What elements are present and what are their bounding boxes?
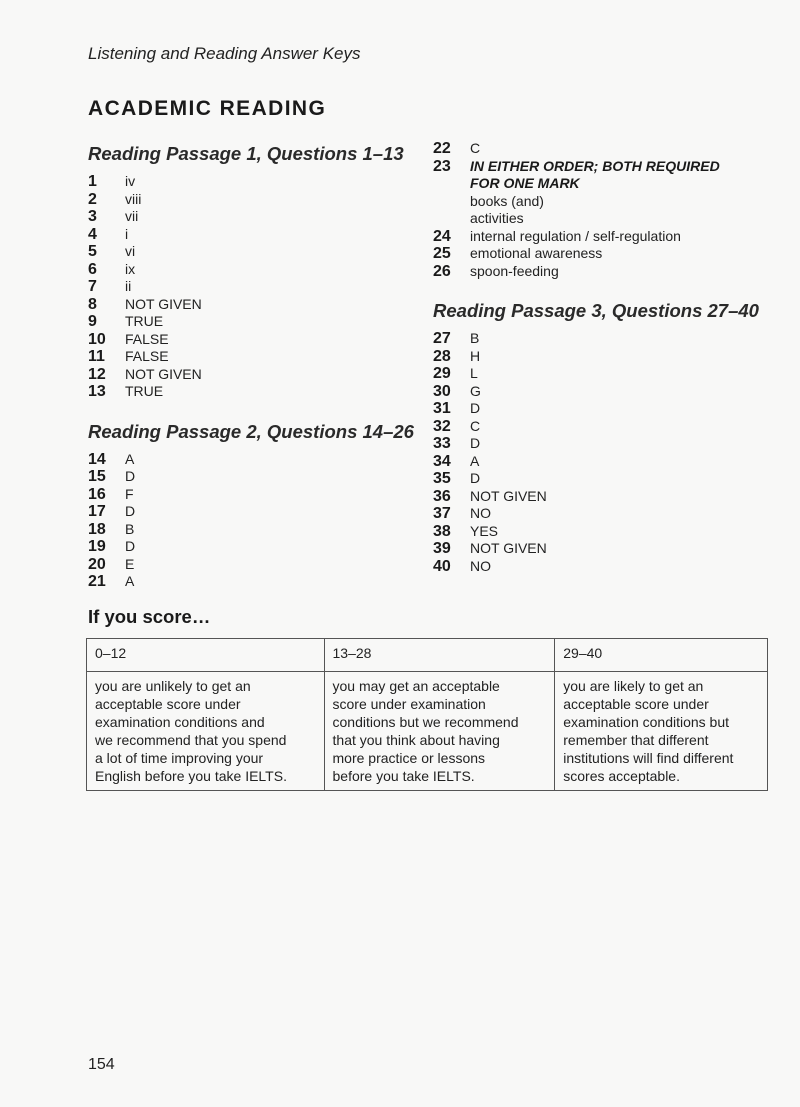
answer-row [433, 418, 778, 436]
answer-row [88, 573, 428, 591]
answer-number: 20 [88, 555, 106, 573]
answer-number: 10 [88, 330, 106, 348]
answer-text: NOT GIVEN [125, 365, 202, 382]
passage-3-answers [433, 330, 778, 575]
score-description [87, 672, 325, 791]
answer-number: 11 [88, 348, 105, 365]
answer-number: 19 [88, 538, 106, 555]
score-header-row [87, 639, 768, 672]
score-title: If you score… [88, 606, 211, 627]
answer-row [88, 278, 428, 296]
answer-number: 21 [88, 573, 106, 590]
description-line: we recommend that you spend [95, 732, 287, 748]
score-range: 0–12 [87, 639, 325, 672]
answer-text: i [125, 225, 129, 242]
answer-row [433, 470, 778, 488]
answer-text: NOT GIVEN [125, 295, 202, 312]
answer-text: FALSE [125, 330, 169, 347]
answer-number: 33 [433, 435, 451, 452]
answer-row [88, 173, 428, 191]
description-line: examination conditions but [563, 714, 730, 730]
answer-row [433, 435, 778, 453]
answer-text: vii [125, 208, 139, 224]
answer-number: 17 [88, 503, 106, 520]
answer-number: 13 [88, 383, 106, 400]
answer-text: D [470, 470, 481, 486]
answer-text: A [470, 452, 480, 469]
description-line: acceptable score under [563, 696, 709, 712]
header-title: Listening and Reading Answer Keys [88, 44, 361, 63]
answer-note-continued: FOR ONE MARK [470, 175, 580, 191]
score-table [86, 638, 768, 791]
answer-row [433, 540, 778, 558]
answer-row [88, 208, 428, 226]
answer-row [433, 523, 778, 541]
passage-3-title: Reading Passage 3, Questions 27–40 [433, 300, 759, 321]
answer-number: 30 [433, 382, 451, 400]
answer-number: 31 [433, 400, 451, 417]
answer-number: 1 [88, 173, 97, 190]
answer-number: 22 [433, 140, 451, 157]
description-line: acceptable score under [95, 696, 241, 712]
answer-row [88, 226, 428, 244]
answer-text: ii [125, 278, 132, 294]
answer-number: 15 [88, 468, 106, 485]
answer-text: NOT GIVEN [470, 540, 547, 556]
score-description-row [87, 672, 768, 791]
answer-text: D [125, 468, 136, 484]
answer-text: NO [470, 557, 491, 574]
answer-text: iv [125, 173, 136, 189]
answer-row [88, 243, 428, 261]
answer-number: 32 [433, 417, 451, 435]
left-column [88, 143, 428, 591]
answer-text: G [470, 382, 481, 399]
answer-text: E [125, 555, 135, 572]
answer-text: C [470, 140, 481, 156]
passage-2-block [88, 421, 428, 591]
description-line: before you take IELTS. [332, 768, 475, 784]
answer-number: 18 [88, 520, 106, 538]
description-line: English before you take IELTS. [95, 768, 287, 784]
answer-row [88, 261, 428, 279]
answer-text: L [470, 365, 478, 381]
right-column [433, 140, 778, 575]
score-range: 13–28 [324, 639, 555, 672]
answer-text: C [470, 417, 481, 434]
answer-row [433, 505, 778, 523]
answer-row [88, 348, 428, 366]
description-line: you are unlikely to get an [95, 678, 251, 694]
answer-row [433, 488, 778, 506]
answer-row [433, 228, 778, 246]
passage-1-title: Reading Passage 1, Questions 1–13 [88, 143, 404, 164]
answer-text: B [470, 330, 480, 346]
passage-2-title: Reading Passage 2, Questions 14–26 [88, 420, 414, 442]
answer-number: 36 [433, 487, 451, 505]
answer-number: 8 [88, 295, 97, 313]
answer-text: vi [125, 243, 136, 259]
answer-row [433, 158, 778, 176]
answer-text: A [125, 573, 135, 589]
answer-row [88, 383, 428, 401]
description-line: more practice or lessons [332, 750, 486, 766]
answer-row [433, 365, 778, 383]
answer-number: 4 [88, 225, 97, 243]
score-description [324, 672, 555, 791]
description-line: scores acceptable. [563, 768, 680, 784]
answer-text: D [470, 400, 481, 416]
answer-row [433, 348, 778, 366]
answer-text: A [125, 450, 135, 467]
answer-row [88, 451, 428, 469]
answer-number: 40 [433, 557, 451, 575]
answer-text: D [125, 538, 136, 554]
answer-sub-item: activities [470, 210, 524, 226]
score-range: 29–40 [555, 639, 768, 672]
answer-number: 27 [433, 330, 451, 347]
answer-row [88, 538, 428, 556]
answer-number: 7 [88, 278, 97, 295]
answer-row [88, 486, 428, 504]
answer-row [88, 191, 428, 209]
passage-2-answers-right [433, 140, 778, 280]
answer-text: F [125, 485, 134, 502]
answer-row [433, 245, 778, 263]
answer-sub-item: books (and) [470, 192, 544, 209]
answer-text: emotional awareness [470, 245, 603, 261]
answer-text: spoon-feeding [470, 262, 559, 279]
answer-number: 14 [88, 450, 106, 468]
answer-text: ix [125, 260, 136, 277]
section-title: ACADEMIC READING [88, 97, 327, 120]
answer-row [88, 296, 428, 314]
answer-number: 34 [433, 452, 451, 470]
answer-text: internal regulation / self-regulation [470, 227, 681, 244]
answer-row [433, 140, 778, 158]
answer-row [433, 453, 778, 471]
answer-row [88, 468, 428, 486]
answer-text: viii [125, 190, 142, 207]
passage-2-answers-left [88, 451, 428, 591]
answer-number: 37 [433, 505, 451, 522]
answer-number: 38 [433, 522, 451, 540]
answer-number: 23 [433, 157, 451, 175]
answer-number: 9 [88, 313, 97, 330]
answer-row [88, 503, 428, 521]
answer-number: 16 [88, 485, 106, 503]
passage-1-answers [88, 173, 428, 401]
answer-text: TRUE [125, 383, 164, 399]
description-line: examination conditions and [95, 714, 265, 730]
description-line: that you think about having [332, 732, 500, 748]
answer-row [433, 263, 778, 281]
answer-text: FALSE [125, 348, 169, 364]
answer-text: D [125, 503, 136, 519]
answer-number: 35 [433, 470, 451, 487]
description-line: you may get an acceptable [332, 678, 500, 694]
page-number: 154 [88, 1056, 115, 1073]
answer-text: D [470, 435, 481, 451]
answer-text: NO [470, 505, 491, 521]
answer-row [433, 400, 778, 418]
description-line: conditions but we recommend [332, 714, 519, 730]
answer-number: 25 [433, 245, 451, 262]
answer-number: 26 [433, 262, 451, 280]
answer-number: 28 [433, 347, 451, 365]
answer-number: 6 [88, 260, 97, 278]
answer-number: 2 [88, 190, 97, 208]
answer-text: NOT GIVEN [470, 487, 547, 504]
answer-row [88, 521, 428, 539]
answer-row [88, 313, 428, 331]
description-line: score under examination [332, 696, 486, 712]
answer-text: YES [470, 522, 499, 539]
answer-text: B [125, 520, 135, 537]
answer-number: 29 [433, 365, 451, 382]
answer-note: IN EITHER ORDER; BOTH REQUIRED [470, 157, 720, 174]
answer-row [433, 558, 778, 576]
answer-number: 12 [88, 365, 106, 383]
description-line: remember that different [563, 732, 709, 748]
answer-row [88, 331, 428, 349]
description-line: institutions will find different [563, 750, 734, 766]
answer-row [88, 556, 428, 574]
answer-number: 5 [88, 243, 97, 260]
answer-number: 24 [433, 227, 451, 245]
answer-number: 3 [88, 208, 97, 225]
answer-row [433, 383, 778, 401]
answer-text: TRUE [125, 313, 164, 329]
answer-row [433, 330, 778, 348]
answer-row [88, 366, 428, 384]
answer-text: H [470, 347, 481, 364]
answer-number: 39 [433, 540, 451, 557]
score-description [555, 672, 768, 791]
description-line: a lot of time improving your [95, 750, 264, 766]
description-line: you are likely to get an [563, 678, 704, 694]
passage-3-block [433, 300, 778, 575]
